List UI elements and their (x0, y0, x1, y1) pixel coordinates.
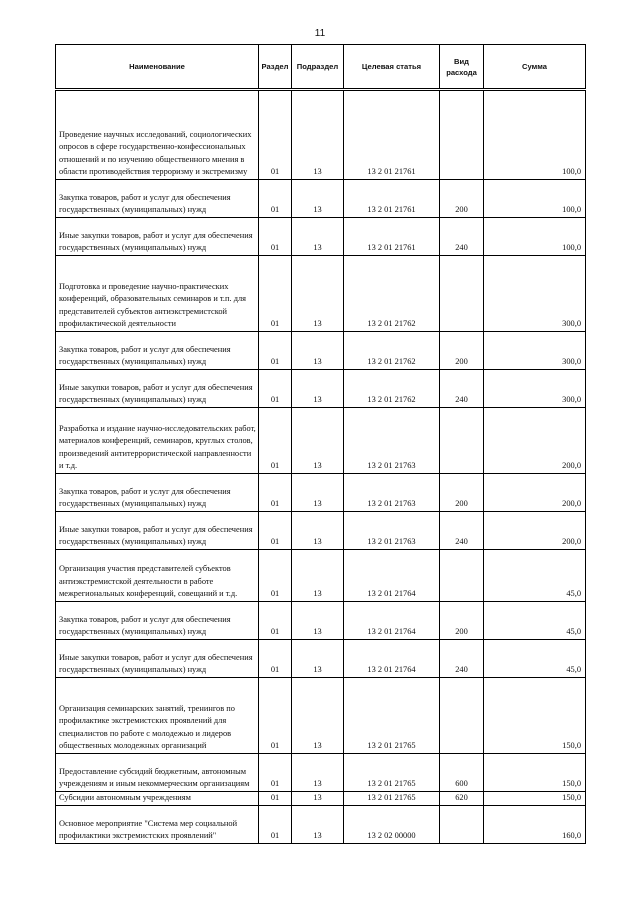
row-section: 01 (259, 474, 292, 512)
row-amount: 100,0 (484, 218, 586, 256)
row-section: 01 (259, 550, 292, 602)
row-name: Закупка товаров, работ и услуг для обеспечения государственных (муниципальных) нужд (56, 332, 259, 370)
row-name: Иные закупки товаров, работ и услуг для обеспечения государственных (муниципальных) нужд (56, 512, 259, 550)
row-subsection: 13 (292, 218, 344, 256)
row-section: 01 (259, 90, 292, 180)
row-target-article: 13 2 01 21765 (344, 678, 440, 754)
table-row (56, 550, 586, 602)
row-subsection: 13 (292, 550, 344, 602)
row-expense-type: 200 (440, 474, 484, 512)
row-amount: 160,0 (484, 806, 586, 844)
header-row (56, 45, 586, 90)
row-name: Закупка товаров, работ и услуг для обеспечения государственных (муниципальных) нужд (56, 180, 259, 218)
row-expense-type: 200 (440, 180, 484, 218)
row-section: 01 (259, 218, 292, 256)
row-target-article: 13 2 01 21764 (344, 640, 440, 678)
row-name: Предоставление субсидий бюджетным, автономным учреждениям и иным некоммерческим организациям (56, 754, 259, 792)
row-name: Проведение научных исследований, социологических опросов в сфере государственно-конфессиональных отношений и по изучению общественного мнения в области противодействия терроризму и экстремизму (56, 90, 259, 180)
row-target-article: 13 2 01 21763 (344, 408, 440, 474)
row-subsection: 13 (292, 512, 344, 550)
row-expense-type (440, 550, 484, 602)
row-amount: 45,0 (484, 550, 586, 602)
row-expense-type: 240 (440, 218, 484, 256)
row-section: 01 (259, 370, 292, 408)
table-row (56, 180, 586, 218)
row-subsection: 13 (292, 332, 344, 370)
row-name: Разработка и издание научно-исследовательских работ, материалов конференций, семинаров, круглых столов, произведений антитеррористической направленности и т.д. (56, 408, 259, 474)
row-section: 01 (259, 806, 292, 844)
table-row (56, 602, 586, 640)
table-row (56, 218, 586, 256)
table-row (56, 474, 586, 512)
row-target-article: 13 2 01 21762 (344, 370, 440, 408)
table-row (56, 512, 586, 550)
row-name: Субсидии автономным учреждениям (56, 792, 259, 806)
row-expense-type: 240 (440, 512, 484, 550)
table-row (56, 408, 586, 474)
row-expense-type: 240 (440, 370, 484, 408)
row-expense-type: 600 (440, 754, 484, 792)
table-row (56, 754, 586, 792)
row-subsection: 13 (292, 256, 344, 332)
row-expense-type: 620 (440, 792, 484, 806)
row-section: 01 (259, 512, 292, 550)
table-row (56, 792, 586, 806)
row-subsection: 13 (292, 754, 344, 792)
table-row (56, 640, 586, 678)
row-amount: 100,0 (484, 90, 586, 180)
row-amount: 45,0 (484, 640, 586, 678)
row-subsection: 13 (292, 90, 344, 180)
row-target-article: 13 2 01 21761 (344, 180, 440, 218)
row-amount: 200,0 (484, 408, 586, 474)
table-row (56, 806, 586, 844)
row-expense-type (440, 678, 484, 754)
row-expense-type (440, 806, 484, 844)
table-row (56, 678, 586, 754)
row-name: Иные закупки товаров, работ и услуг для обеспечения государственных (муниципальных) нужд (56, 640, 259, 678)
row-target-article: 13 2 01 21763 (344, 474, 440, 512)
row-name: Закупка товаров, работ и услуг для обеспечения государственных (муниципальных) нужд (56, 602, 259, 640)
header-expense-type: Вид расхода (440, 45, 484, 90)
row-amount: 300,0 (484, 332, 586, 370)
row-target-article: 13 2 01 21762 (344, 332, 440, 370)
row-subsection: 13 (292, 640, 344, 678)
row-amount: 150,0 (484, 792, 586, 806)
row-amount: 300,0 (484, 370, 586, 408)
row-subsection: 13 (292, 370, 344, 408)
row-subsection: 13 (292, 678, 344, 754)
row-expense-type (440, 256, 484, 332)
row-target-article: 13 2 01 21765 (344, 792, 440, 806)
row-subsection: 13 (292, 180, 344, 218)
row-name: Организация участия представителей субъектов антиэкстремистской деятельности в работе межрегиональных конференций, совещаний и т.д. (56, 550, 259, 602)
table-row (56, 256, 586, 332)
row-subsection: 13 (292, 474, 344, 512)
row-amount: 200,0 (484, 512, 586, 550)
row-amount: 300,0 (484, 256, 586, 332)
row-expense-type (440, 90, 484, 180)
row-section: 01 (259, 408, 292, 474)
row-subsection: 13 (292, 792, 344, 806)
header-target-article: Целевая статья (344, 45, 440, 90)
row-subsection: 13 (292, 806, 344, 844)
row-expense-type: 200 (440, 602, 484, 640)
header-subsection: Подраздел (292, 45, 344, 90)
row-amount: 100,0 (484, 180, 586, 218)
row-subsection: 13 (292, 408, 344, 474)
row-name: Организация семинарских занятий, тренингов по профилактике экстремистских проявлений для специалистов по работе с молодежью и лидеров общественных молодежных организаций (56, 678, 259, 754)
page-number: 11 (314, 28, 326, 39)
row-section: 01 (259, 754, 292, 792)
row-section: 01 (259, 256, 292, 332)
row-amount: 150,0 (484, 754, 586, 792)
row-target-article: 13 2 02 00000 (344, 806, 440, 844)
row-expense-type: 240 (440, 640, 484, 678)
row-target-article: 13 2 01 21764 (344, 550, 440, 602)
row-name: Основное мероприятие "Система мер социальной профилактики экстремистских проявлений" (56, 806, 259, 844)
table-row (56, 90, 586, 180)
row-expense-type (440, 408, 484, 474)
row-section: 01 (259, 602, 292, 640)
header-section: Раздел (259, 45, 292, 90)
row-target-article: 13 2 01 21762 (344, 256, 440, 332)
row-section: 01 (259, 640, 292, 678)
row-section: 01 (259, 678, 292, 754)
row-target-article: 13 2 01 21764 (344, 602, 440, 640)
row-amount: 45,0 (484, 602, 586, 640)
header-name: Наименование (56, 45, 259, 90)
row-target-article: 13 2 01 21763 (344, 512, 440, 550)
table-row (56, 332, 586, 370)
row-section: 01 (259, 332, 292, 370)
row-name: Иные закупки товаров, работ и услуг для обеспечения государственных (муниципальных) нужд (56, 370, 259, 408)
header-amount: Сумма (484, 45, 586, 90)
row-target-article: 13 2 01 21765 (344, 754, 440, 792)
row-target-article: 13 2 01 21761 (344, 90, 440, 180)
row-name: Закупка товаров, работ и услуг для обеспечения государственных (муниципальных) нужд (56, 474, 259, 512)
row-name: Иные закупки товаров, работ и услуг для обеспечения государственных (муниципальных) нужд (56, 218, 259, 256)
row-name: Подготовка и проведение научно-практических конференций, образовательных семинаров и т.п. для представителей субъектов антиэкстремистской профилактической деятельности (56, 256, 259, 332)
budget-table (55, 44, 586, 844)
row-subsection: 13 (292, 602, 344, 640)
row-amount: 200,0 (484, 474, 586, 512)
row-amount: 150,0 (484, 678, 586, 754)
row-section: 01 (259, 180, 292, 218)
row-target-article: 13 2 01 21761 (344, 218, 440, 256)
row-section: 01 (259, 792, 292, 806)
row-expense-type: 200 (440, 332, 484, 370)
table-row (56, 370, 586, 408)
